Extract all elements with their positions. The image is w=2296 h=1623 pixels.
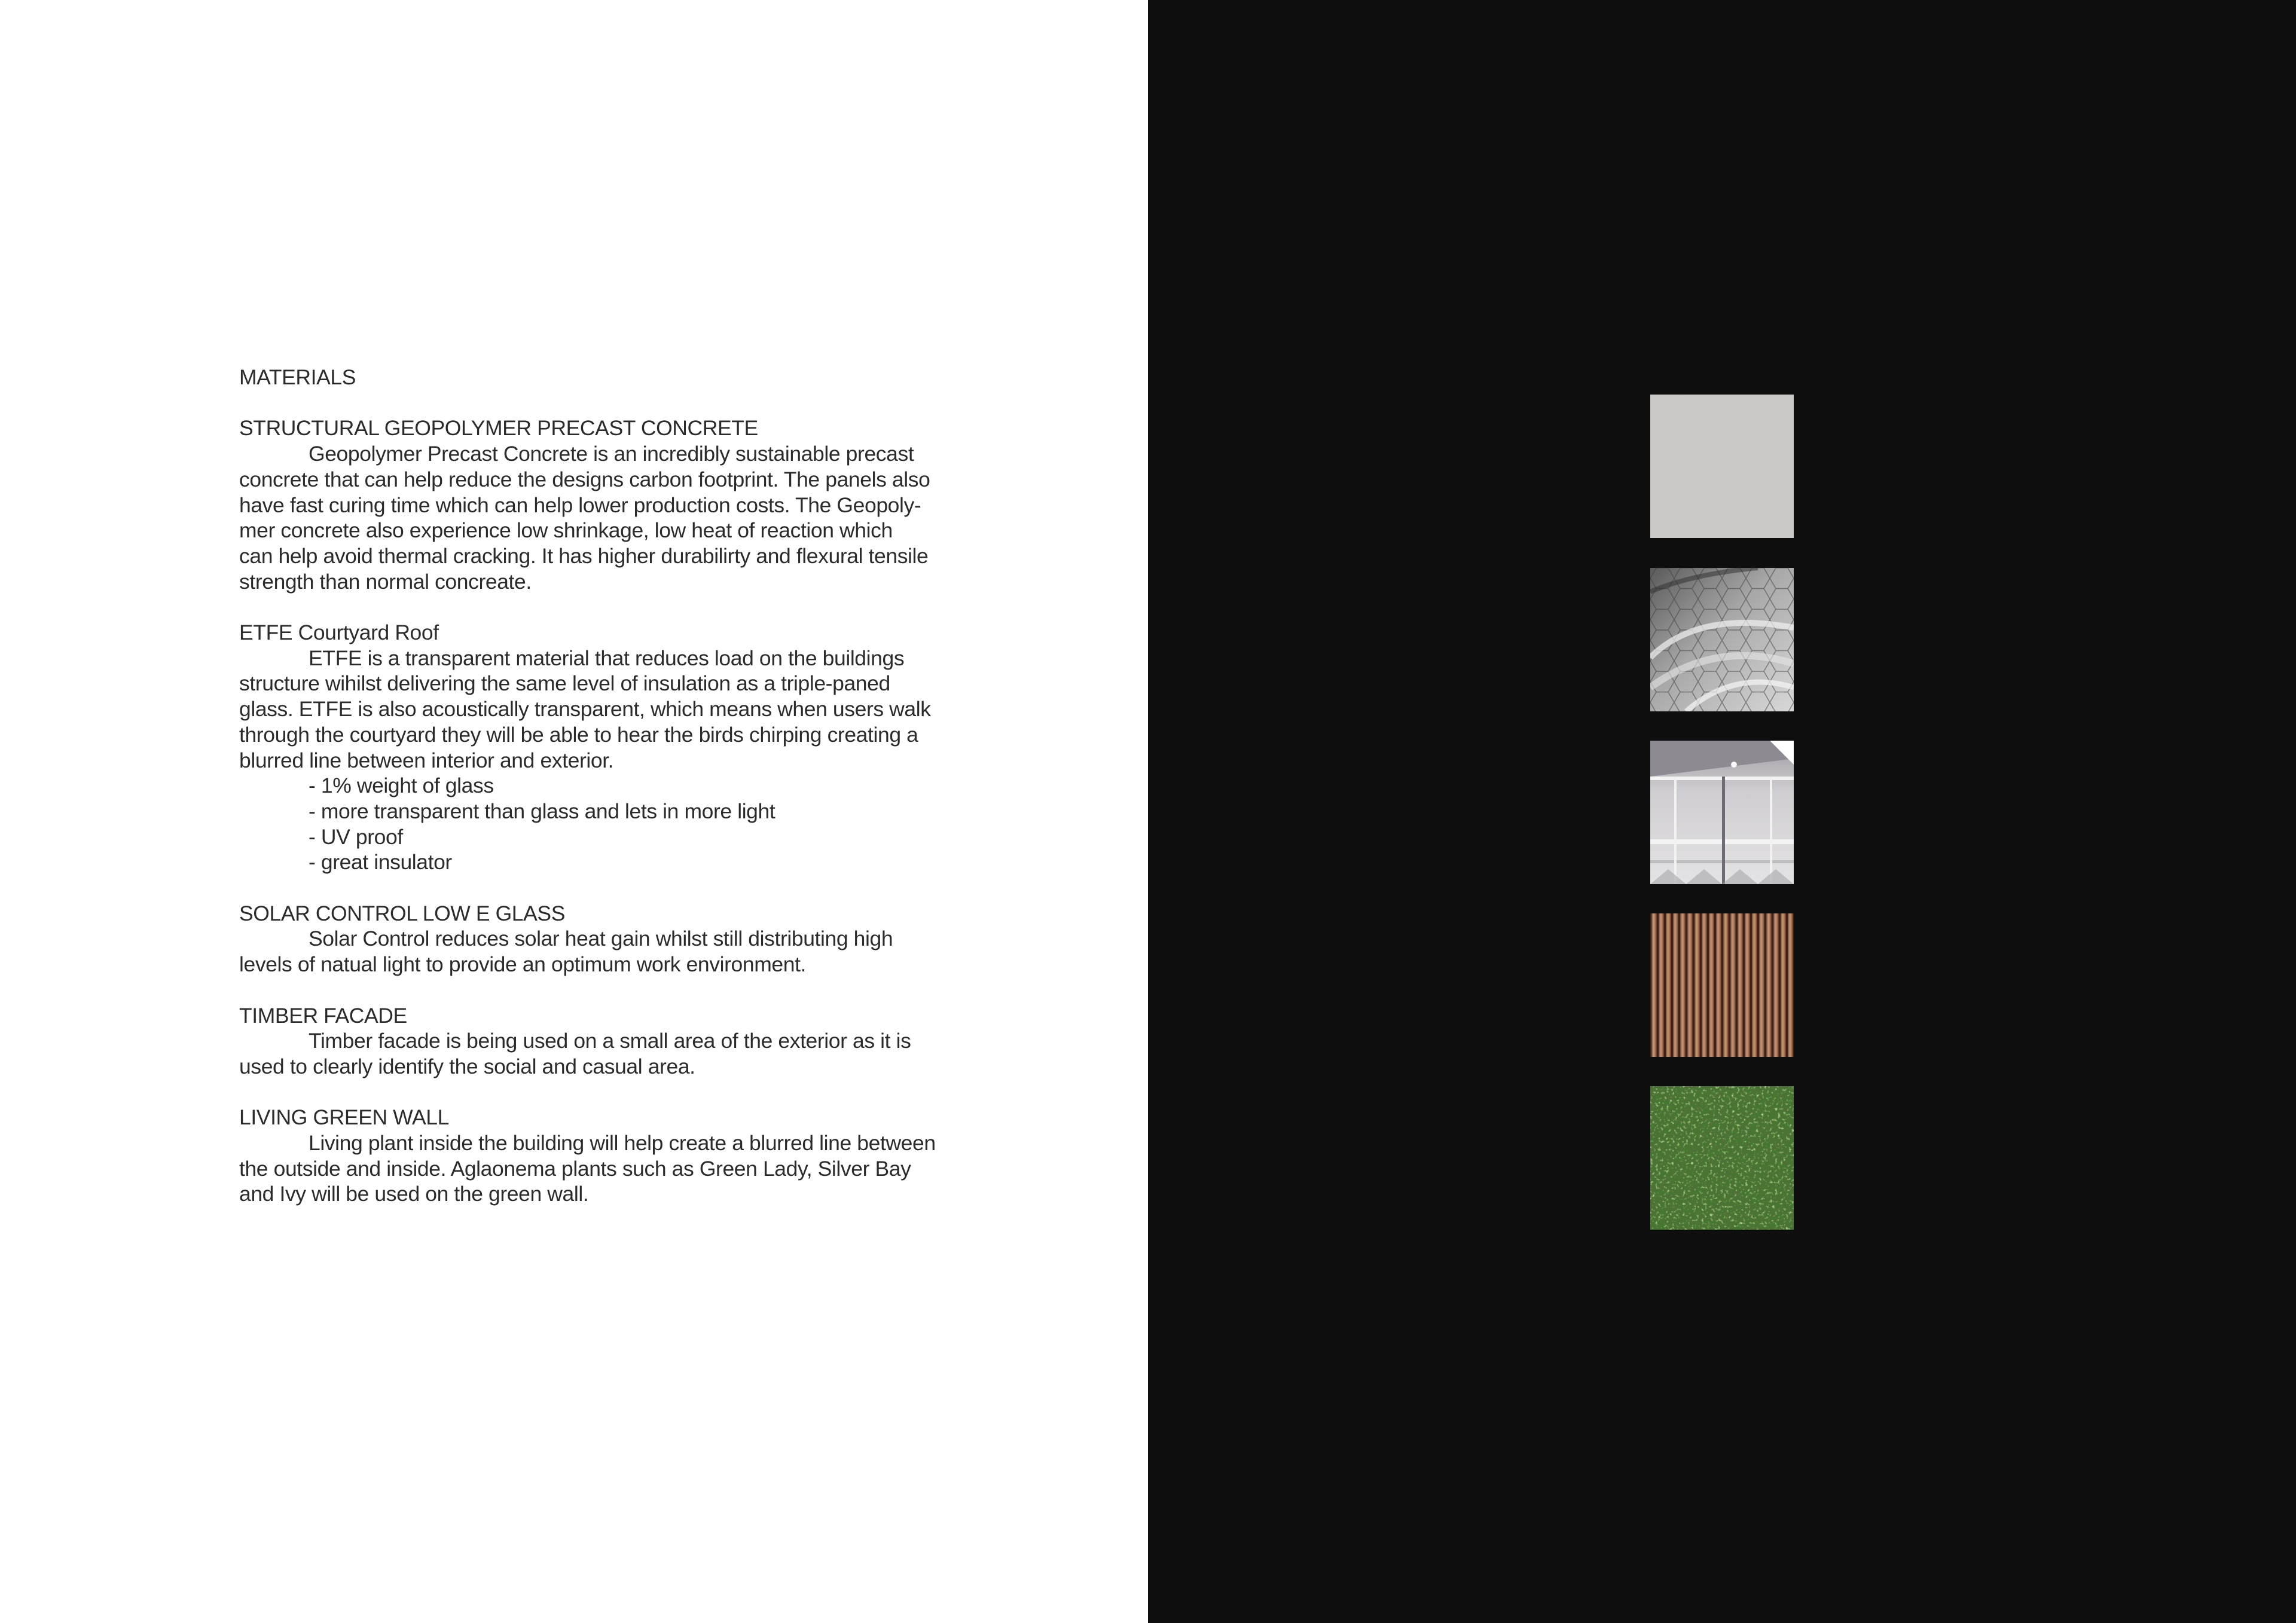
page-title: MATERIALS xyxy=(239,365,356,389)
paragraph-line: Solar Control reduces solar heat gain whilst still distributing high xyxy=(309,927,893,951)
concrete-swatch xyxy=(1650,395,1794,538)
paragraph-line: the outside and inside. Aglaonema plants such as Green Lady, Silver Bay xyxy=(239,1156,911,1181)
section-heading-etfe: ETFE Courtyard Roof xyxy=(239,621,439,644)
paragraph-line: concrete that can help reduce the designs carbon footprint. The panels also xyxy=(239,467,930,491)
concrete-texture xyxy=(1650,395,1794,538)
paragraph-line: through the courtyard they will be able to hear the birds chirping creating a xyxy=(239,722,918,747)
timber-texture xyxy=(1650,913,1794,1057)
paragraph-line: Geopolymer Precast Concrete is an incredibly sustainable precast xyxy=(309,442,914,466)
paragraph-line: glass. ETFE is also acoustically transparent, which means when users walk xyxy=(239,697,931,722)
paragraph-line: Living plant inside the building will help create a blurred line between xyxy=(309,1131,936,1156)
paragraph-line: and Ivy will be used on the green wall. xyxy=(239,1182,589,1206)
materials-text xyxy=(239,365,1004,1207)
bullet-item: - more transparent than glass and lets in more light xyxy=(309,799,775,823)
paragraph-line: levels of natual light to provide an optimum work environment. xyxy=(239,952,807,977)
section-heading-timber: TIMBER FACADE xyxy=(239,1003,407,1028)
paragraph-line: strength than normal concreate. xyxy=(239,569,532,594)
paragraph-line: Timber facade is being used on a small area of the exterior as it is xyxy=(309,1029,911,1053)
paragraph-line: structure wihilst delivering the same level of insulation as a triple-paned xyxy=(239,671,890,696)
paragraph-line: mer concrete also experience low shrinkage, low heat of reaction which xyxy=(239,518,893,543)
bullet-item: - 1% weight of glass xyxy=(309,774,494,798)
bullet-item: - great insulator xyxy=(309,850,452,875)
paragraph-line: used to clearly identify the social and casual area. xyxy=(239,1054,695,1078)
glass-texture xyxy=(1650,741,1794,884)
timber-swatch xyxy=(1650,913,1794,1057)
section-heading-concrete: STRUCTURAL GEOPOLYMER PRECAST CONCRETE xyxy=(239,416,758,441)
etfe-texture xyxy=(1650,568,1794,711)
bullet-item: - UV proof xyxy=(309,824,403,849)
paragraph-line: can help avoid thermal cracking. It has higher durabilirty and flexural tensile xyxy=(239,543,929,568)
section-heading-green-wall: LIVING GREEN WALL xyxy=(239,1105,449,1130)
paragraph-line: blurred line between interior and exterior. xyxy=(239,748,614,772)
etfe-swatch xyxy=(1650,568,1794,711)
green-wall-texture xyxy=(1650,1086,1794,1230)
section-heading-glass: SOLAR CONTROL LOW E GLASS xyxy=(239,901,565,925)
glass-swatch xyxy=(1650,741,1794,884)
paragraph-line: have fast curing time which can help lower production costs. The Geopoly- xyxy=(239,493,921,517)
paragraph-line: ETFE is a transparent material that reduces load on the buildings xyxy=(309,646,905,670)
green-wall-swatch xyxy=(1650,1086,1794,1230)
